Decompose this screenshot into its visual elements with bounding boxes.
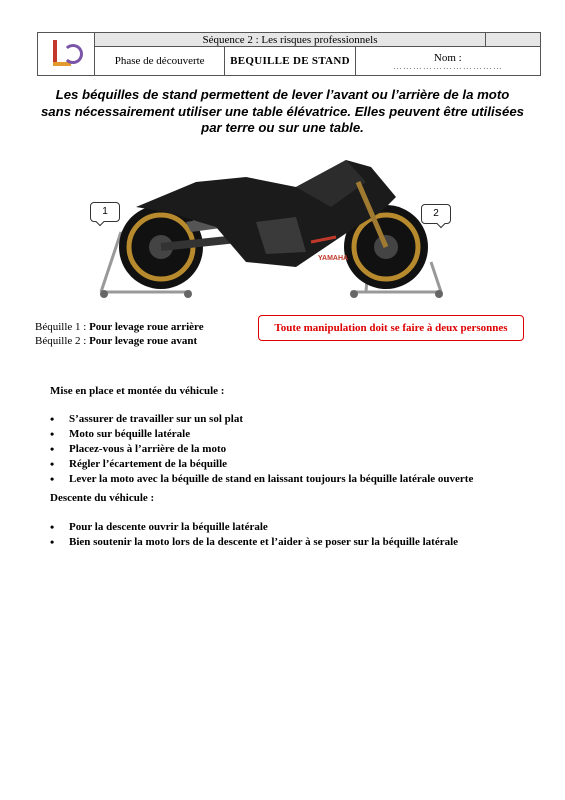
section-title-descent: Descente du véhicule : xyxy=(50,492,155,504)
name-field xyxy=(355,47,540,76)
list-item: • Placez-vous à l’arrière de la moto xyxy=(50,442,473,457)
list-item: • S’assurer de travailler sur un sol plat xyxy=(50,412,473,427)
section-title-setup: Mise en place et montée du véhicule : xyxy=(50,385,225,397)
list-item: • Pour la descente ouvrir la béquille latérale xyxy=(50,520,458,535)
brand-label: YAMAHA xyxy=(318,255,349,262)
header-table xyxy=(37,32,541,76)
legend-item-2: Béquille 2 : Pour levage roue avant xyxy=(35,335,198,347)
intro-text: Les béquilles de stand permettent de lever l’avant ou l’arrière de la moto sans nécessairement utiliser une table élévatrice. Elles peuvent être utilisées par terre ou sur une table. xyxy=(40,87,525,135)
callout-2: 2 xyxy=(421,204,451,224)
logo-cell xyxy=(38,33,95,76)
warning-box: Toute manipulation doit se faire à deux personnes xyxy=(258,315,524,341)
list-item: • Régler l’écartement de la béquille xyxy=(50,457,473,472)
setup-steps xyxy=(50,412,473,487)
school-logo xyxy=(43,36,89,72)
list-item: • Bien soutenir la moto lors de la descente et l’aider à se poser sur la béquille latérale xyxy=(50,535,458,550)
legend-item-1: Béquille 1 : Pour levage roue arrière xyxy=(35,321,204,333)
header-empty-cell xyxy=(486,33,541,47)
phase-label: Phase de découverte xyxy=(95,47,225,76)
motorcycle-image xyxy=(96,152,456,307)
callout-1: 1 xyxy=(90,202,120,222)
name-dots: …………………………… xyxy=(392,60,503,71)
list-item: • Lever la moto avec la béquille de stand en laissant toujours la béquille latérale ouverte xyxy=(50,472,473,487)
list-item: • Moto sur béquille latérale xyxy=(50,427,473,442)
page-title: BEQUILLE DE STAND xyxy=(225,47,355,76)
descent-steps xyxy=(50,520,458,550)
stand-legend xyxy=(35,320,204,348)
sequence-title: Séquence 2 : Les risques professionnels xyxy=(95,33,486,47)
name-label: Nom : xyxy=(433,51,462,64)
